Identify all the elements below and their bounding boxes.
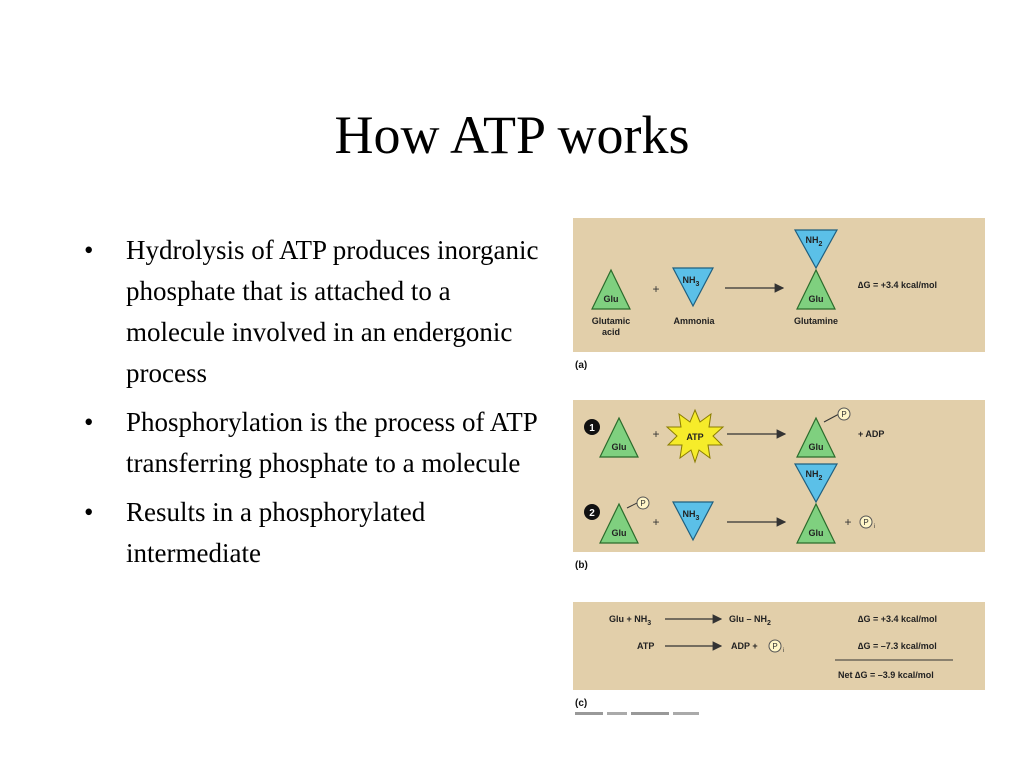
bullet-text: Phosphorylation is the process of ATP transferring phosphate to a molecule (126, 407, 537, 478)
equation-2-delta-g: ∆G = –7.3 kcal/mol (858, 641, 937, 651)
panel-c-diagram (573, 602, 985, 690)
bullet-text: Results in a phosphorylated intermediate (126, 497, 426, 568)
panel-b (573, 400, 985, 552)
atp-label: ATP (686, 432, 704, 442)
atp-reaction-figure (573, 218, 985, 718)
step-1-number: 1 (589, 423, 595, 434)
glu-label: Glu (808, 294, 824, 304)
plus-sign: + (844, 515, 852, 529)
bullet-item (84, 402, 552, 484)
phosphate-letter: P (640, 499, 646, 508)
ammonia-triangle-icon (673, 268, 713, 306)
nh3-label: $NH_3$ (682, 275, 700, 288)
phosphate-letter: P (863, 518, 869, 527)
panel-b-label: (b) (575, 560, 588, 571)
bullet-item (84, 230, 552, 394)
glutamine-label: Glutamine (793, 316, 839, 326)
ammonia-label: Ammonia (673, 316, 715, 326)
phosphate-letter: P (841, 410, 847, 419)
net-delta-g: Net ∆G = –3.9 kcal/mol (838, 670, 934, 680)
plus-sign: + (652, 282, 660, 296)
slide-title: How ATP works (334, 105, 690, 165)
plus-sign: + (652, 515, 660, 529)
bullet-marker: • (84, 235, 94, 265)
panel-a-label: (a) (575, 360, 588, 371)
phosphate-letter: P (772, 642, 778, 651)
panel-c-label: (c) (575, 698, 588, 709)
acid-label: acid (601, 327, 621, 337)
plus-sign: + (652, 427, 660, 441)
panel-a (573, 218, 985, 352)
glutamic-label: Glutamic (591, 316, 631, 326)
nh2-label: $NH_2$ (805, 235, 823, 248)
equation-1-delta-g: ∆G = +3.4 kcal/mol (858, 614, 938, 624)
phosphate-bond-icon (627, 503, 637, 508)
panel-c (573, 602, 985, 690)
adp-label: + ADP (858, 429, 885, 439)
nh2-label: $NH_2$ (805, 469, 823, 482)
nh3-label: $NH_3$ (682, 509, 700, 522)
ammonia-triangle-icon (673, 502, 713, 540)
bullet-list (84, 230, 552, 582)
bullet-marker: • (84, 497, 94, 527)
bullet-text: Hydrolysis of ATP produces inorganic phosphate that is attached to a molecule involved in an endergonic process (126, 235, 539, 388)
equation-1-right: Glu – $NH_2$ (729, 614, 771, 627)
equation-2-left: ATP (637, 641, 655, 651)
equation-2-right: ADP + (731, 641, 758, 651)
glu-label: Glu (611, 442, 627, 452)
phosphate-subscript: i (783, 648, 785, 654)
glu-label: Glu (808, 528, 824, 538)
panel-a-diagram (573, 218, 985, 352)
phosphate-subscript: i (874, 524, 876, 530)
bullet-item (84, 492, 552, 574)
glu-label: Glu (603, 294, 619, 304)
panel-b-diagram (573, 400, 985, 552)
phosphate-bond-icon (824, 414, 839, 422)
bullet-marker: • (84, 407, 94, 437)
delta-g-label: ∆G = +3.4 kcal/mol (858, 280, 938, 290)
figure-credit-smudge (575, 710, 705, 718)
glu-label: Glu (808, 442, 824, 452)
glu-label: Glu (611, 528, 627, 538)
step-2-number: 2 (589, 508, 595, 519)
equation-1-left: Glu + $NH_3$ (609, 614, 652, 627)
